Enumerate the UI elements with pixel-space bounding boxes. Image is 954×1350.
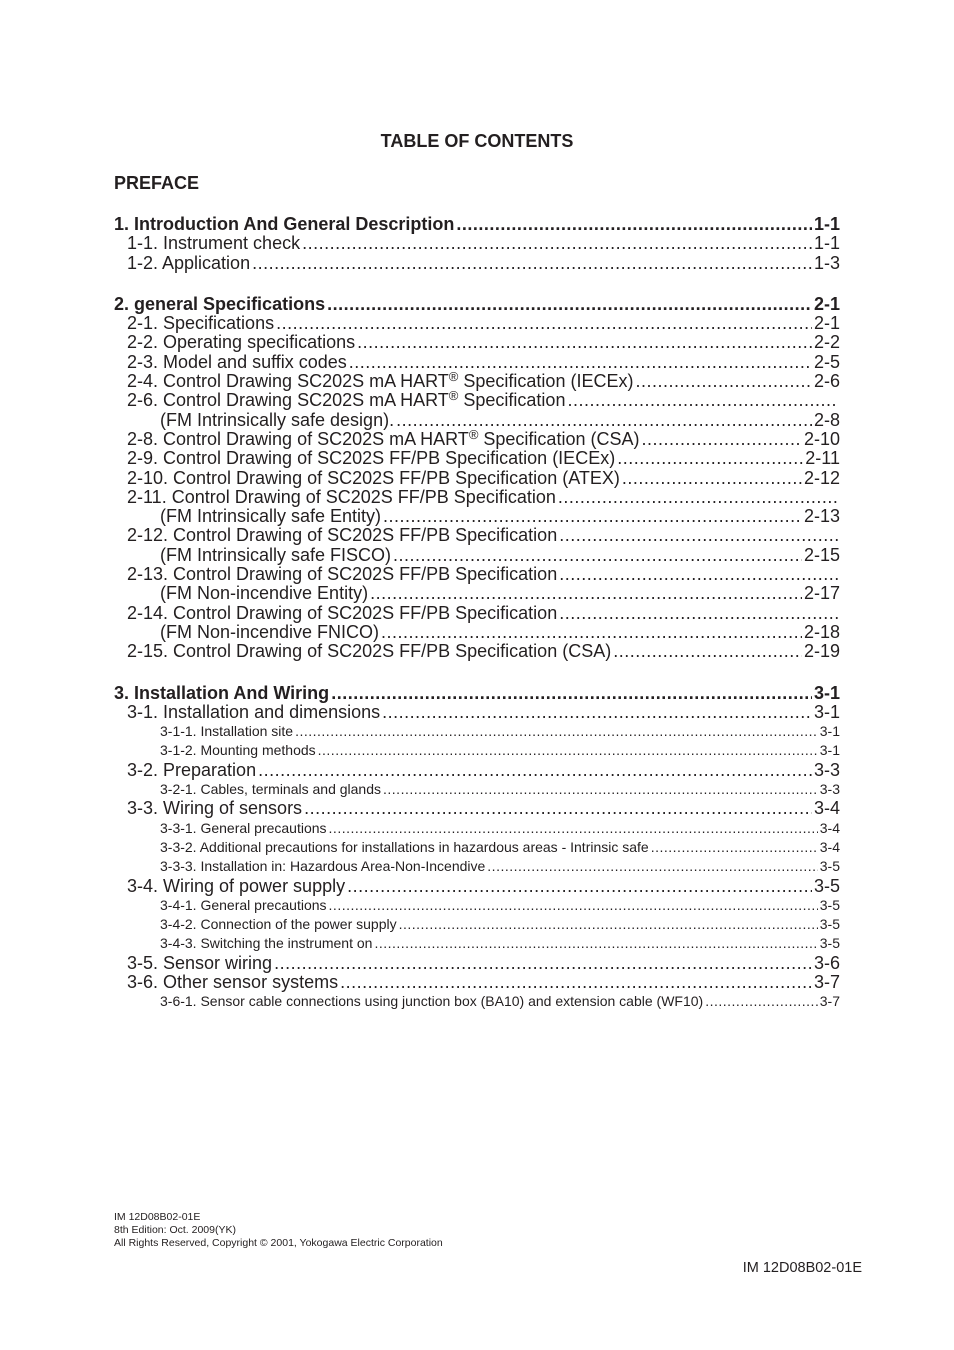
dot-leader [340, 973, 812, 992]
entry-title: 3. Installation And Wiring [114, 682, 330, 703]
entry-page: 3-4 [813, 798, 840, 819]
dot-leader [327, 295, 812, 314]
entry-title-part: Specification (CSA) [478, 428, 640, 449]
entry-title: 2-10. Control Drawing of SC202S FF/PB Specification (ATEX) [127, 467, 620, 488]
toc-entry[interactable] [114, 642, 840, 661]
registered-mark: ® [448, 388, 459, 404]
entry-title: 3-3-3. Installation in: Hazardous Area-Non-Incendive [160, 858, 486, 875]
toc-entry[interactable] [114, 469, 840, 488]
entry-title [127, 388, 566, 411]
entry-page: 3-5 [819, 858, 840, 875]
toc-entry-continuation[interactable] [114, 584, 840, 603]
page-title: TABLE OF CONTENTS [380, 131, 574, 151]
entry-page: 1-1 [813, 214, 840, 234]
dot-leader [276, 314, 812, 333]
edition-line: 8th Edition: Oct. 2009(YK) [114, 1224, 236, 1236]
entry-page: 2-13 [803, 506, 840, 527]
entry-page: 2-17 [803, 583, 840, 604]
toc-chapter-heading[interactable] [114, 215, 840, 234]
toc-subentry[interactable] [114, 915, 840, 934]
entry-title: 2-3. Model and suffix codes [127, 351, 347, 372]
entry-title: (FM Non-incendive FNICO) [160, 621, 380, 642]
dot-leader [258, 761, 812, 780]
toc-chapter-heading[interactable] [114, 684, 840, 703]
toc-entry[interactable] [114, 353, 840, 372]
entry-page: 3-3 [813, 759, 840, 780]
dot-leader [274, 954, 812, 973]
entry-title-part: Specification [458, 390, 566, 411]
entry-page: 3-5 [819, 896, 840, 913]
dot-leader [393, 546, 802, 565]
entry-title: (FM Intrinsically safe design). [160, 409, 395, 430]
entry-title: 2-15. Control Drawing of SC202S FF/PB Specification (CSA) [127, 641, 612, 662]
entry-page: 2-1 [813, 313, 840, 334]
entry-title: 3-3-2. Additional precautions for installations in hazardous areas - Intrinsic safe [160, 838, 649, 855]
entry-title: 2-11. Control Drawing of SC202S FF/PB Specification [127, 486, 556, 507]
entry-title: (FM Non-incendive Entity) [160, 583, 369, 604]
entry-title: (FM Intrinsically safe FISCO) [160, 544, 392, 565]
entry-title: 2-13. Control Drawing of SC202S FF/PB Specification [127, 564, 558, 585]
entry-title: 1. Introduction And General Description [114, 214, 455, 234]
entry-page: 2-11 [805, 448, 840, 469]
dot-leader [705, 992, 818, 1011]
registered-mark: ® [468, 426, 479, 442]
entry-page: 2-15 [803, 544, 840, 565]
dot-leader [396, 411, 812, 430]
entry-title: 3-4. Wiring of power supply [127, 875, 346, 896]
dot-leader [399, 915, 818, 934]
entry-title: 2-2. Operating specifications [127, 332, 356, 353]
entry-page: 3-1 [813, 682, 840, 703]
entry-page: 3-1 [813, 701, 840, 722]
registered-mark: ® [448, 369, 459, 385]
toc-subentry[interactable] [114, 741, 840, 760]
toc-entry[interactable] [114, 234, 840, 253]
entry-title: 3-4-1. General precautions [160, 896, 327, 913]
entry-title: 1-1. Instrument check [127, 233, 301, 254]
entry-title: 3-6. Other sensor systems [127, 971, 339, 992]
dot-leader [567, 391, 838, 410]
toc-entry[interactable] [114, 333, 840, 352]
toc-entry-continuation[interactable] [114, 623, 840, 642]
toc-entry[interactable] [114, 426, 840, 449]
toc-entry[interactable] [114, 369, 840, 392]
table-of-contents [114, 215, 840, 1034]
toc-entry[interactable] [114, 799, 840, 818]
dot-leader [252, 254, 812, 273]
dot-leader [347, 877, 812, 896]
entry-title: 2. general Specifications [114, 293, 326, 314]
entry-page: 1-1 [813, 233, 840, 254]
entry-title-part: 2-6. Control Drawing SC202S mA HART [127, 390, 449, 411]
toc-entry[interactable] [114, 973, 840, 992]
dot-leader [302, 234, 812, 253]
toc-entry-continuation[interactable] [114, 546, 840, 565]
entry-title: 3-2-1. Cables, terminals and glands [160, 781, 382, 798]
chapter-1 [114, 215, 840, 273]
toc-entry[interactable] [114, 604, 840, 623]
toc-entry[interactable] [114, 526, 840, 545]
toc-entry[interactable] [114, 314, 840, 333]
entry-title: 2-9. Control Drawing of SC202S FF/PB Specification (IECEx) [127, 448, 616, 469]
entry-title: 3-3. Wiring of sensors [127, 798, 303, 819]
dot-leader [383, 507, 802, 526]
entry-title: 3-4-2. Connection of the power supply [160, 916, 397, 933]
entry-page: 2-1 [813, 293, 840, 314]
dot-leader [318, 741, 818, 760]
dot-leader [613, 642, 802, 661]
entry-page: 2-2 [813, 332, 840, 353]
dot-leader [617, 449, 803, 468]
document-number: IM 12D08B02-01E [114, 1211, 201, 1223]
entry-title-part: Specification (IECEx) [458, 371, 634, 392]
dot-leader [331, 684, 812, 703]
entry-page: 2-8 [813, 409, 840, 430]
entry-page: 3-7 [819, 993, 840, 1010]
entry-title: 3-2. Preparation [127, 759, 257, 780]
entry-page: 2-19 [803, 641, 840, 662]
dot-leader [382, 703, 812, 722]
copyright-line: All Rights Reserved, Copyright © 2001, Yokogawa Electric Corporation [114, 1237, 443, 1249]
document-info [114, 1211, 443, 1250]
toc-subentry[interactable] [114, 780, 840, 799]
dot-leader [456, 215, 812, 234]
preface-heading: PREFACE [114, 173, 200, 193]
entry-title-part: 2-4. Control Drawing SC202S mA HART [127, 371, 449, 392]
dot-leader [641, 430, 802, 449]
toc-entry[interactable] [114, 565, 840, 584]
entry-title: 3-5. Sensor wiring [127, 952, 273, 973]
entry-title: 3-6-1. Sensor cable connections using junction box (BA10) and extension cable (WF10) [160, 993, 704, 1010]
dot-leader [381, 623, 802, 642]
entry-title [127, 426, 640, 449]
entry-title: 1-2. Application [127, 252, 251, 273]
entry-page: 2-6 [813, 371, 840, 392]
entry-title [127, 369, 634, 392]
dot-leader [635, 372, 812, 391]
dot-leader [559, 565, 838, 584]
toc-subentry[interactable] [114, 896, 840, 915]
dot-leader [357, 333, 812, 352]
entry-page: 3-5 [813, 875, 840, 896]
toc-subentry[interactable] [114, 857, 840, 876]
entry-title: 3-1. Installation and dimensions [127, 701, 381, 722]
toc-entry[interactable] [114, 388, 840, 411]
dot-leader [329, 896, 818, 915]
entry-title: (FM Intrinsically safe Entity) [160, 506, 382, 527]
toc-entry-continuation[interactable] [114, 507, 840, 526]
dot-leader [651, 838, 818, 857]
toc-chapter-heading[interactable] [114, 295, 840, 314]
dot-leader [304, 799, 812, 818]
entry-title-part: 2-8. Control Drawing of SC202S mA HART [127, 428, 469, 449]
toc-subentry[interactable] [114, 838, 840, 857]
dot-leader [329, 819, 818, 838]
toc-entry[interactable] [114, 254, 840, 273]
dot-leader [374, 934, 817, 953]
dot-leader [349, 353, 812, 372]
dot-leader [559, 604, 838, 623]
entry-title: 2-1. Specifications [127, 313, 275, 334]
toc-entry[interactable] [114, 449, 840, 468]
entry-page: 3-1 [819, 723, 840, 740]
chapter-2 [114, 295, 840, 662]
entry-title: 2-14. Control Drawing of SC202S FF/PB Specification [127, 602, 558, 623]
entry-page: 2-10 [803, 428, 840, 449]
dot-leader [370, 584, 802, 603]
entry-page: 2-5 [813, 351, 840, 372]
page-footer-code: IM 12D08B02-01E [742, 1260, 862, 1276]
entry-title: 2-12. Control Drawing of SC202S FF/PB Specification [127, 525, 558, 546]
entry-page: 3-3 [819, 781, 840, 798]
entry-page: 3-4 [819, 838, 840, 855]
dot-leader [622, 469, 802, 488]
toc-subentry[interactable] [114, 819, 840, 838]
dot-leader [487, 857, 817, 876]
toc-entry[interactable] [114, 703, 840, 722]
toc-subentry[interactable] [114, 934, 840, 953]
toc-entry[interactable] [114, 877, 840, 896]
entry-title: 3-3-1. General precautions [160, 819, 327, 836]
entry-page: 1-3 [813, 252, 840, 273]
entry-title: 3-1-1. Installation site [160, 723, 294, 740]
toc-entry[interactable] [114, 954, 840, 973]
entry-page: 3-5 [819, 916, 840, 933]
entry-title: 3-4-3. Switching the instrument on [160, 935, 373, 952]
entry-page: 3-6 [813, 952, 840, 973]
entry-page: 3-4 [819, 819, 840, 836]
entry-title: 3-1-2. Mounting methods [160, 742, 316, 759]
entry-page: 3-5 [819, 935, 840, 952]
entry-page: 2-12 [803, 467, 840, 488]
entry-page: 3-7 [813, 971, 840, 992]
dot-leader [295, 722, 818, 741]
entry-page: 2-18 [803, 621, 840, 642]
toc-subentry[interactable] [114, 992, 840, 1011]
dot-leader [383, 780, 818, 799]
toc-entry[interactable] [114, 488, 840, 507]
dot-leader [558, 488, 838, 507]
chapter-3 [114, 684, 840, 1012]
dot-leader [559, 526, 838, 545]
toc-entry[interactable] [114, 761, 840, 780]
entry-page: 3-1 [819, 742, 840, 759]
toc-subentry[interactable] [114, 722, 840, 741]
